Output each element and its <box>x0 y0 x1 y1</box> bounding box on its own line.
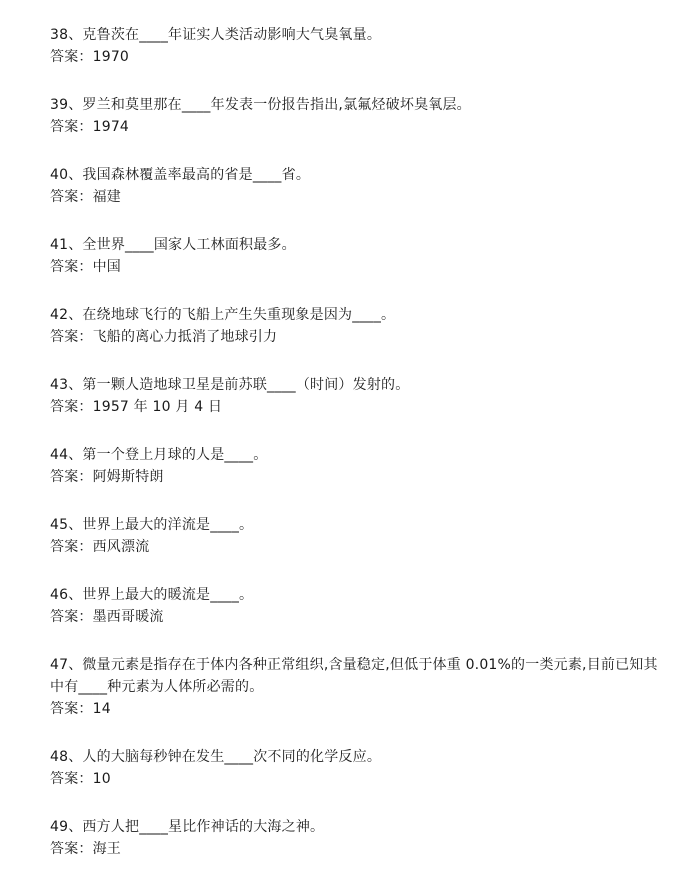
answer-text: 答案：1957 年 10 月 4 日 <box>50 399 223 415</box>
qa-item-49 <box>50 816 670 860</box>
question-text: 44、第一个登上月球的人是____。 <box>50 447 268 463</box>
answer-text: 答案：海王 <box>50 841 121 857</box>
qa-item-38 <box>50 24 670 68</box>
answer-text: 答案：阿姆斯特朗 <box>50 469 164 485</box>
answer-text: 答案：1974 <box>50 119 130 135</box>
answer-text: 答案：福建 <box>50 189 121 205</box>
answer-text: 答案：14 <box>50 701 111 717</box>
question-text: 45、世界上最大的洋流是____。 <box>50 517 254 533</box>
question-text: 48、人的大脑每秒钟在发生____次不同的化学反应。 <box>50 749 382 765</box>
question-text: 42、在绕地球飞行的飞船上产生失重现象是因为____。 <box>50 307 396 323</box>
answer-text: 答案：墨西哥暖流 <box>50 609 164 625</box>
qa-item-45 <box>50 514 670 558</box>
answer-text: 答案：飞船的离心力抵消了地球引力 <box>50 329 278 345</box>
qa-item-46 <box>50 584 670 628</box>
answer-text: 答案：中国 <box>50 259 121 275</box>
question-text: 46、世界上最大的暖流是____。 <box>50 587 254 603</box>
qa-item-48 <box>50 746 670 790</box>
question-text: 47、微量元素是指存在于体内各种正常组织,含量稳定,但低于体重 0.01%的一类元素,目前已知其中有____种元素为人体所必需的。 <box>50 657 658 695</box>
question-text: 41、全世界____国家人工林面积最多。 <box>50 237 296 253</box>
qa-item-43 <box>50 374 670 418</box>
answer-text: 答案：西风漂流 <box>50 539 150 555</box>
qa-item-40 <box>50 164 670 208</box>
question-text: 38、克鲁茨在____年证实人类活动影响大气臭氧量。 <box>50 27 382 43</box>
question-text: 43、第一颗人造地球卫星是前苏联____（时间）发射的。 <box>50 377 410 393</box>
question-text: 40、我国森林覆盖率最高的省是____省。 <box>50 167 311 183</box>
question-text: 49、西方人把____星比作神话的大海之神。 <box>50 819 325 835</box>
qa-item-39 <box>50 94 670 138</box>
question-text: 39、罗兰和莫里那在____年发表一份报告指出,氯氟烃破坏臭氧层。 <box>50 97 471 113</box>
answer-text: 答案：10 <box>50 771 111 787</box>
answer-text: 答案：1970 <box>50 49 130 65</box>
qa-item-47 <box>50 654 670 720</box>
qa-item-44 <box>50 444 670 488</box>
qa-item-42 <box>50 304 670 348</box>
qa-item-41 <box>50 234 670 278</box>
